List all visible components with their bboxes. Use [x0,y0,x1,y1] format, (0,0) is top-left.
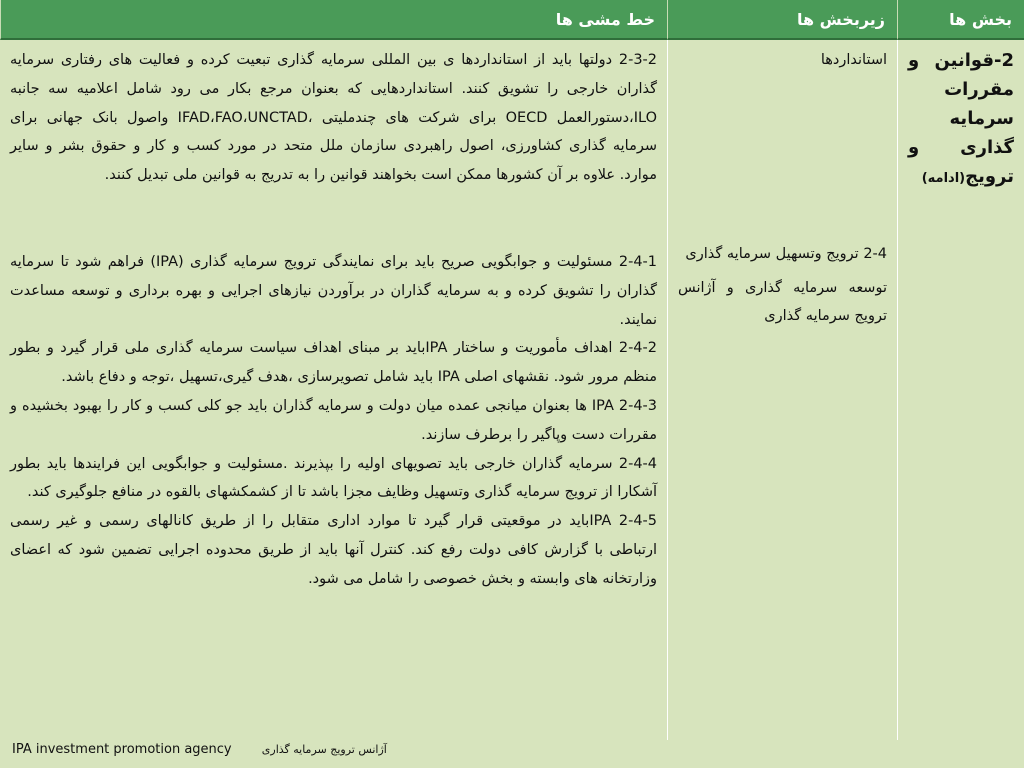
section-continued: (ادامه) [921,171,966,186]
header-subsections: زیربخش ها [667,0,897,40]
subsection-spacer [678,80,887,240]
footnote [12,742,387,757]
guidelines-cell [0,40,667,740]
guideline-2-4-4: 2-4-4 سرمایه گذاران خارجی باید تصویهای اولیه را بپذیرند .مسئولیت و جوابگویی این فرایندها باید بطور آشکارا از ترویج سرمایه گذاری وتسهیل وظایف مجزا باشد تا از کشمکشهای بالقوه در منافع جلوگیری کند. [10,455,657,501]
guideline-2-3-2: 2-3-2 دولتها باید از استانداردها ی بین المللی سرمایه گذاری تبعیت کرده و فعالیت های رفتاری سرمایه گذاران خارجی را تشویق کنند. استانداردهایی که بعنوان مرجع بکار می رود شامل اعلامیه سه جانبه ILO،دستورالعمل OECD برای شرکت های چندملیتی ،IFAD،FAO،UNCTAD واصول بانک جهانی برای سرمایه گذاری کشاورزی، اصول راهبردی سازمان ملل متحد در مورد کسب و کار و حقوق بشر و سایر موارد. علاوه بر آن کشورها ممکن است بخواهند قوانین را به تدریج به قوانین ملی تبدیل کنند. [10,52,658,184]
section-cell [897,40,1024,740]
footnote-english: IPA investment promotion agency [12,742,232,757]
footnote-persian: آژانس ترویج سرمایه گذاری [261,743,387,756]
subsection-promotion-agency: توسعه سرمایه گذاری و آژانس ترویج سرمایه گذاری [678,280,887,324]
guideline-2-4-2: 2-4-2 اهداف مأموریت و ساختار IPAباید بر مبنای اهداف سیاست سرمایه گذاری ملی قرار گیرد و بطور منظم مرور شود. نقشهای اصلی IPA باید شامل تصویرسازی ،هدف گیری،تسهیل ،توجه و دفاع باشد. [10,340,657,386]
guideline-spacer [10,190,657,248]
guideline-2-4-3: 2-4-3 IPA ها بعنوان میانجی عمده میان دولت و سرمایه گذاران باید جو کلی کسب و کار را بهبود بخشیده و مقررات دست وپاگیر را برطرف سازند. [10,397,657,443]
header-guidelines: خط مشی ها [0,0,667,40]
section-title: 2-قوانین و مقررات سرمایه گذاری و ترویج [908,50,1014,187]
subsection-promotion-title: 2-4 ترویج وتسهیل سرمایه گذاری [685,246,887,262]
guideline-2-4-5: 2-4-5 IPAباید در موقعیتی قرار گیرد تا موارد اداری متقابل را از طریق کانالهای رسمی و غیر رسمی ارتباطی با گزارش کافی دولت رفع کند. کنترل آنها باید از طریق محدوده اجرایی تضمین شود که اعضای وزارتخانه های وابسته و بخش خصوصی را شامل می شود. [10,513,658,587]
subsection-standards: استانداردها [820,52,887,68]
subsections-cell [667,40,897,740]
header-sections: بخش ها [897,0,1024,40]
guideline-2-4-1: 2-4-1 مسئولیت و جوابگویی صریح باید برای نمایندگی ترویج سرمایه گذاری (IPA) فراهم شود تا سرمایه گذاران را تشویق کرده و به سرمایه گذاران در برآوردن نیازهای اجرایی و بهره برداری و توسعه مساعدت نمایند. [10,253,658,328]
